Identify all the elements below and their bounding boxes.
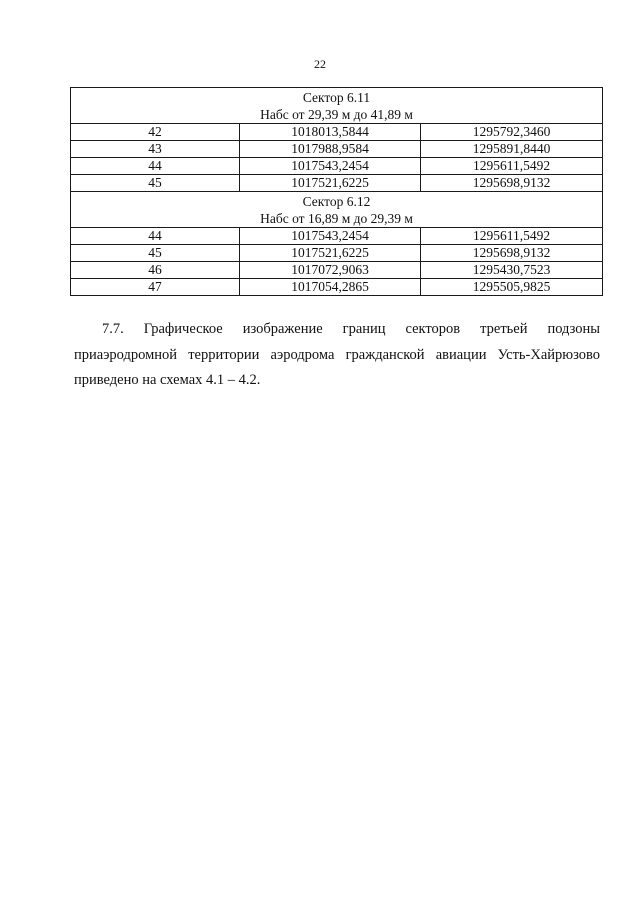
coord-x: 1018013,5844 xyxy=(240,124,421,141)
table-row xyxy=(71,124,603,141)
coord-x: 1017988,9584 xyxy=(240,141,421,158)
coord-y: 1295611,5492 xyxy=(421,158,603,175)
point-number: 45 xyxy=(71,175,240,192)
section-header xyxy=(71,88,603,124)
table-row xyxy=(71,158,603,175)
section-header-row xyxy=(71,88,603,124)
section-header-row xyxy=(71,192,603,228)
section-header xyxy=(71,192,603,228)
table-row xyxy=(71,262,603,279)
table-row xyxy=(71,279,603,296)
coord-x: 1017072,9063 xyxy=(240,262,421,279)
coord-x: 1017543,2454 xyxy=(240,158,421,175)
coord-y: 1295698,9132 xyxy=(421,175,603,192)
point-number: 44 xyxy=(71,158,240,175)
section-height-range: Набс от 29,39 м до 41,89 м xyxy=(260,106,413,122)
section-title: Сектор 6.11 xyxy=(302,89,371,105)
table-row xyxy=(71,175,603,192)
section-height-range: Набс от 16,89 м до 29,39 м xyxy=(260,210,413,226)
point-number: 47 xyxy=(71,279,240,296)
table-row xyxy=(71,141,603,158)
coord-y: 1295505,9825 xyxy=(421,279,603,296)
coord-y: 1295430,7523 xyxy=(421,262,603,279)
paragraph-text: 7.7. Графическое изображение границ секторов третьей подзоны приаэродромной территории аэродрома гражданской авиации Усть-Хайрюзово приведено на схемах 4.1 – 4.2. xyxy=(74,321,600,388)
point-number: 46 xyxy=(71,262,240,279)
coord-y: 1295792,3460 xyxy=(421,124,603,141)
coord-x: 1017521,6225 xyxy=(240,175,421,192)
point-number: 43 xyxy=(71,141,240,158)
coord-x: 1017543,2454 xyxy=(240,228,421,245)
coord-y: 1295698,9132 xyxy=(421,245,603,262)
coord-x: 1017521,6225 xyxy=(240,245,421,262)
page-number: 22 xyxy=(314,57,326,71)
coord-y: 1295611,5492 xyxy=(421,228,603,245)
point-number: 45 xyxy=(71,245,240,262)
table-row xyxy=(71,228,603,245)
section-title: Сектор 6.12 xyxy=(302,193,371,209)
coordinates-table xyxy=(70,87,603,296)
table-row xyxy=(71,245,603,262)
body-paragraph xyxy=(74,317,600,394)
point-number: 44 xyxy=(71,228,240,245)
coord-y: 1295891,8440 xyxy=(421,141,603,158)
coord-x: 1017054,2865 xyxy=(240,279,421,296)
point-number: 42 xyxy=(71,124,240,141)
